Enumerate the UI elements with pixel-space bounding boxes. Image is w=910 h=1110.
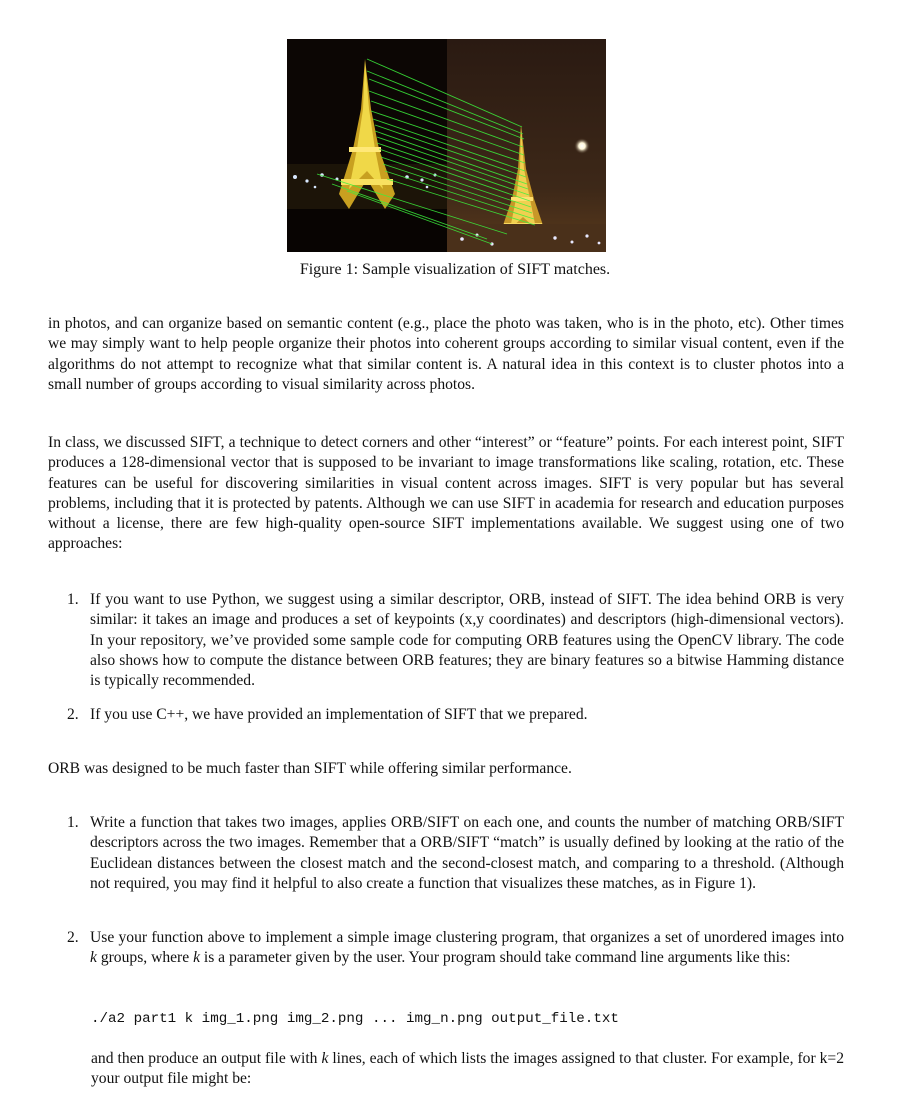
approach-item-cpp	[67, 705, 844, 725]
approach-item-python	[67, 590, 844, 691]
task-item-matching	[67, 813, 844, 894]
figure-caption: Figure 1: Sample visualization of SIFT matches.	[299, 261, 611, 278]
list-number: 1.	[67, 591, 79, 608]
command-line-example: ./a2 part1 k img_1.png img_2.png ... img_n.png output_file.txt	[91, 1011, 619, 1027]
text-segment: is a parameter given by the user. Your program should take command line arguments like this:	[199, 949, 791, 967]
list-text	[90, 928, 844, 969]
list-number: 1.	[67, 814, 79, 831]
text-segment: lines, each of which lists the images assigned to that cluster. For example, for k=2 your output file might be:	[91, 1050, 845, 1088]
paragraph-intro: in photos, and can organize based on semantic content (e.g., place the photo was taken, who is in the photo, etc). Other times we may simply want to help people organize their photos into coherent groups according to similar visual content, even if the algorithms do not attempt to recognize what that similar content is. A natural idea in this context is to cluster photos into a small number of groups according to visual similarity across photos.	[48, 315, 844, 393]
text-segment: and then produce an output file with	[91, 1050, 322, 1067]
math-k: k	[321, 1050, 329, 1067]
paragraph-sift: In class, we discussed SIFT, a technique to detect corners and other “interest” or “feature” points. For each interest point, SIFT produces a 128-dimensional vector that is supposed to be invariant to image transformations like scaling, rotation, etc. These features can be useful for discovering similarities in visual content across images. SIFT is very popular but has several problems, including that it is protected by patents. Although we can use SIFT in academia for research and education purposes without a license, there are few high-quality open-source SIFT implementations available. We suggest using one of two approaches:	[48, 434, 844, 553]
text-segment: groups, where	[96, 949, 194, 967]
list-text: Write a function that takes two images, applies ORB/SIFT on each one, and counts the number of matching ORB/SIFT descriptors across the two images. Remember that a ORB/SIFT “match” is usually defined by looking at the ratio of the Euclidean distances between the closest match and the second-closest match, and comparing to a threshold. (Although not required, you may find it helpful to also create a function that visualizes these matches, as in Figure 1).	[90, 814, 844, 892]
paragraph-orb-note: ORB was designed to be much faster than SIFT while offering similar performance.	[48, 760, 572, 777]
eiffel-tower-image	[287, 39, 606, 252]
figure-sift-matches	[287, 39, 606, 252]
list-text: If you use C++, we have provided an implementation of SIFT that we prepared.	[90, 706, 588, 723]
list-text: If you want to use Python, we suggest using a similar descriptor, ORB, instead of SIFT. The idea behind ORB is very similar: it takes an image and produces a set of keypoints (x,y coordinates) and descriptors (high-dimensional vectors). In your repository, we’ve provided some sample code for computing ORB features using the OpenCV library. The code also shows how to compute the distance between ORB features; they are binary features so a bitwise Hamming distance is typically recommended.	[90, 591, 844, 690]
paragraph-output-file	[91, 1049, 844, 1090]
list-number: 2.	[67, 706, 79, 723]
list-number: 2.	[67, 929, 79, 946]
task-item-clustering	[67, 928, 844, 969]
text-segment: Use your function above to implement a simple image clustering program, that organizes a set of unordered images into	[90, 929, 844, 946]
math-k: k	[90, 949, 97, 967]
math-k: k	[193, 949, 200, 967]
